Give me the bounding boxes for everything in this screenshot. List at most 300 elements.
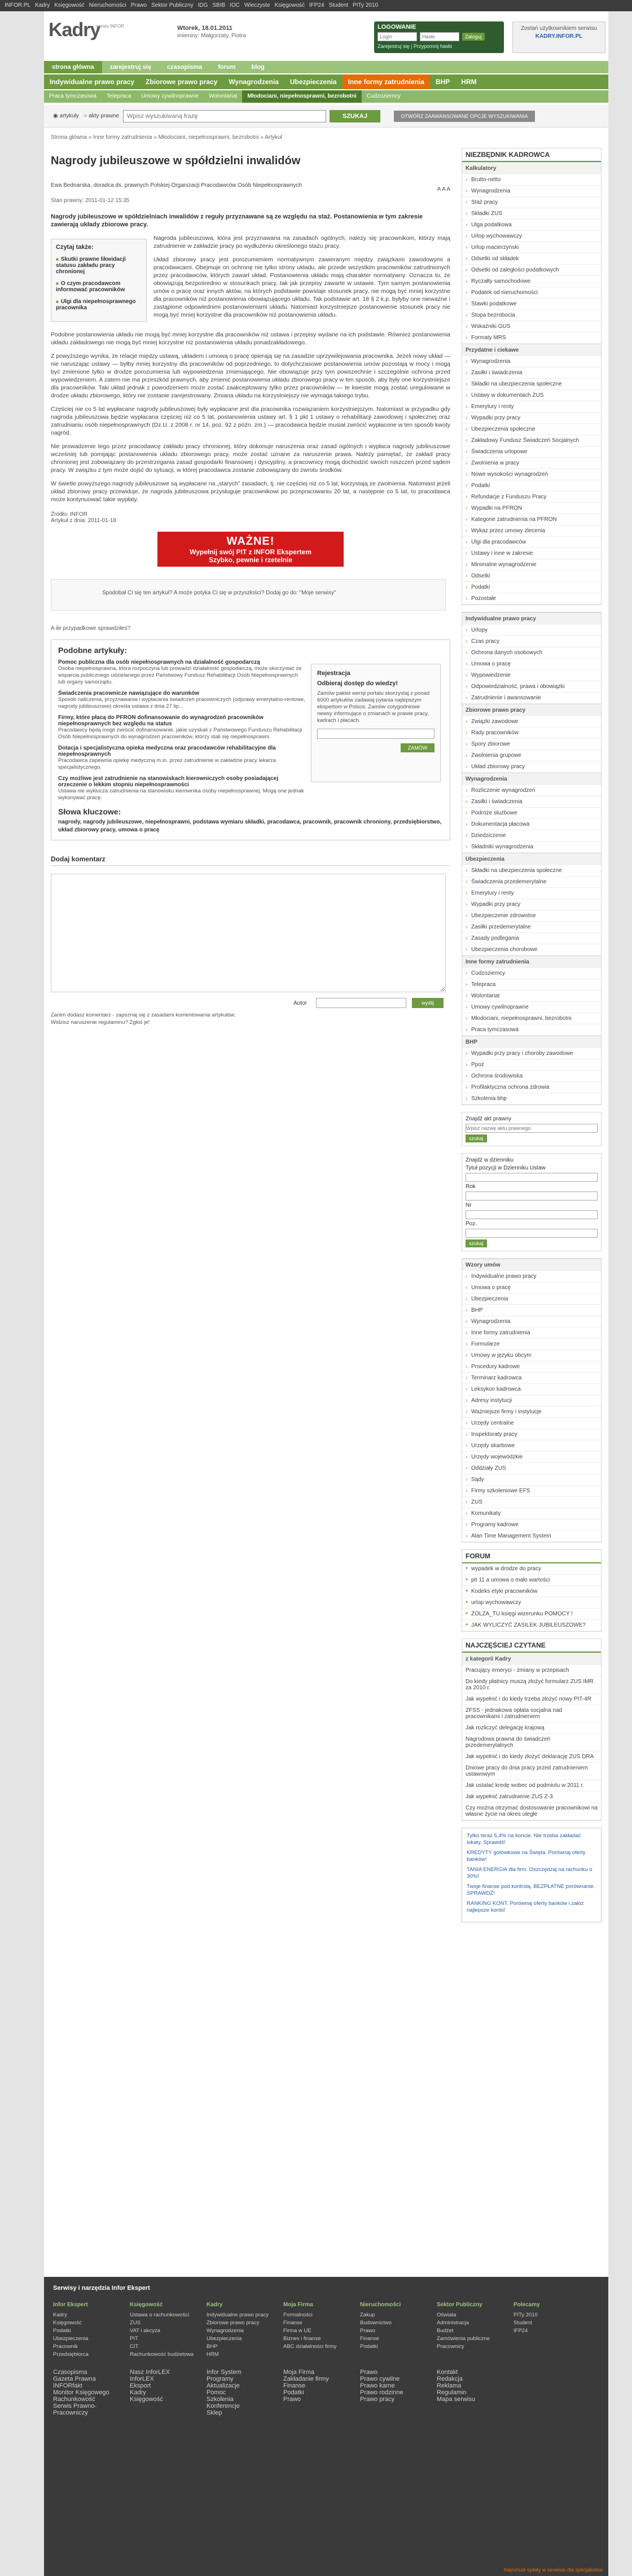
sidebar-link[interactable]: › Ulga podatkowa (462, 220, 601, 231)
sidebar-link[interactable]: › Stawki podatkowe (462, 299, 601, 310)
sidebar-link[interactable]: › Pozostałe (462, 593, 601, 604)
sidebar-link[interactable]: › Emerytury i renty (462, 888, 601, 899)
related-link[interactable]: ■ Skutki prawne likwidacji statusu zakładu pracy chronionej (56, 256, 142, 275)
sidebar-link[interactable]: Jak wypełnić zatrudnienie ZUS Z-3 (462, 1791, 601, 1803)
sidebar-link[interactable]: › Składki na ubezpieczenia społeczne (462, 379, 601, 390)
footer-column-title[interactable]: Nasz InforLEX (130, 2369, 170, 2376)
journal-search-title: Znajdź w dzienniku (466, 1157, 514, 1163)
article-paragraph: Z powyższego wynika, że relacje między ustawą, układem i umową o pracę opierają się na zasadzie uprzywilejowania pracownika. Jeżeli nowy układ — nie naruszając ustawy — byłby mniej korzystny dla pracowników od poprzedniego, to dotychczasowe postanowienia umów pozostają w mocy i mogą być zmienione tylko w drodze porozumienia lub wypowiedzenia zmieniającego. Nie obowiązuje przy tym powszechnie i szczególnie ochrona przed wypowiedzeniem. A zatem nie ma przeszkód prawnych, aby zmienić postanowienia układu zbiorowego pracy w ten sposób, aby były one korzystniejsze dla pracowników. Taki układ jednak z powodzeniem może zostać zaakceptowany tylko przez pracowników — te kwestie mogą zostać uregulowane w drodze układu zbiorowego, który nie zostanie zarejestrowany. Zmiana układu na korzystniejszy nie wymaga takiego trybu. (51, 353, 450, 399)
sidebar-link[interactable]: › Podatki (462, 480, 601, 492)
footer-link[interactable]: Wynagrodzenia (207, 2328, 244, 2334)
footer-link[interactable]: Monitor Księgowego (53, 2389, 109, 2396)
sidebar-link[interactable]: › Ulgi dla pracodawców (462, 537, 601, 548)
footer-link[interactable]: Prawo cywilne (360, 2376, 400, 2382)
search-input[interactable] (123, 110, 326, 122)
article-author: Ewa Bednarska, doradca ds. prawnych Polskiej Organizacji Pracodawców Osób Niepełnosprawnych (51, 182, 302, 189)
footer-link[interactable]: Podatki (283, 2389, 304, 2396)
footer-link[interactable]: Programy (207, 2376, 234, 2382)
sidebar-link[interactable]: › Indywidualne prawo pracy (462, 1271, 601, 1282)
sidebar-link[interactable]: › Spory zbiorowe (462, 739, 601, 750)
topbar-link[interactable]: Księgowość (54, 2, 85, 8)
sidebar-link[interactable]: › Świadczenia przedemerytalne (462, 877, 601, 888)
sidebar-link[interactable]: › Umowa o pracę (462, 659, 601, 670)
footer-column-title[interactable]: Sektor Publiczny (437, 2302, 482, 2308)
sidebar-link[interactable]: › Szkolenia bhp (462, 1093, 601, 1105)
sidebar-link[interactable]: › Staż pracy (462, 197, 601, 208)
main-nav-item[interactable]: Indywidualne prawo pracy (50, 78, 135, 86)
footer-column-title[interactable]: Moja Firma (283, 2369, 315, 2376)
banner-title: WAŻNE! (226, 535, 275, 547)
comment-rules-link[interactable]: Zanim dodasz komentarz - zapoznaj się z zasadami komentowania artykułów. (51, 1012, 236, 1018)
sidebar-link[interactable]: › Ważniejsze firmy i instytucje (462, 1407, 601, 1418)
similar-item-title[interactable]: Pomoc publiczna dla osób niepełnosprawnych na działalność gospodarczą (58, 659, 260, 665)
nav-item[interactable]: strona główna (44, 61, 102, 73)
footer-link[interactable]: Księgowość (130, 2396, 163, 2403)
sidebar-link[interactable]: › Formaty MRS (462, 332, 601, 344)
sidebar-link[interactable]: › Składki ZUS (462, 208, 601, 220)
footer-link[interactable]: CIT (130, 2343, 139, 2350)
sidebar-link[interactable]: › Leksykon kadrowca (462, 1384, 601, 1395)
footer-link[interactable]: Eksport (130, 2382, 151, 2389)
footer-column (53, 2302, 121, 2359)
footer-link[interactable]: Finanse (283, 2382, 306, 2389)
footer-link[interactable]: Regulamin (437, 2389, 467, 2396)
sidebar-link[interactable]: › Telepraca (462, 979, 601, 991)
sidebar-link[interactable]: › Ubezpieczenie zdrowotne (462, 910, 601, 922)
main-nav-item[interactable]: HRM (461, 78, 477, 86)
main-nav-item[interactable]: Inne formy zatrudnienia (343, 75, 430, 89)
sidebar-link[interactable]: › BHP (462, 1305, 601, 1316)
sidebar-link[interactable]: › Emerytury i renty (462, 401, 601, 413)
sidebar-link[interactable]: › Ubezpieczenia (462, 1294, 601, 1305)
sidebar-link[interactable]: › Świadczenia urlopowe (462, 446, 601, 458)
radio-acts-icon[interactable]: ○ (84, 113, 87, 119)
sidebar-link[interactable]: › Czas pracy (462, 636, 601, 647)
current-date: Wtorek, 18.01.2011 (177, 25, 232, 32)
banner-line2: Szybko, pewnie i rzetelnie (208, 556, 293, 564)
sidebar-link[interactable]: › Programy kadrowe (462, 1519, 601, 1531)
sidebar-section-title: Indywidualne prawo pracy (462, 612, 601, 625)
login-input[interactable] (378, 32, 417, 41)
act-search-button[interactable]: szukaj (466, 1134, 487, 1142)
sidebar-link[interactable]: › Związki zawodowe (462, 716, 601, 728)
sidebar-link[interactable]: Jak rozliczyć delegację krajową (462, 1723, 601, 1734)
sidebar-box-title: FORUM (462, 1550, 601, 1563)
footer-link[interactable]: Oświata (437, 2312, 457, 2318)
topbar-link[interactable]: IFP24 (309, 2, 324, 8)
send-button[interactable]: wyślij (412, 998, 444, 1008)
sidebar-link[interactable]: › Praca tymczasowa (462, 1024, 601, 1036)
search-bar (44, 105, 608, 128)
sidebar-link[interactable]: › Zasiłki i świadczenia (462, 367, 601, 379)
footer-link[interactable]: Firma w UE (283, 2328, 311, 2334)
sidebar-link[interactable]: › Podróże służbowe (462, 808, 601, 819)
comment-notes (51, 1011, 450, 1026)
sidebar-link[interactable]: › Podatki (462, 582, 601, 593)
sidebar-link[interactable]: › Wypowiedzenie (462, 670, 601, 681)
footer-column-title[interactable]: Nieruchomości (360, 2302, 401, 2308)
sidebar-link[interactable]: › Rozliczenie wynagrodzeń (462, 785, 601, 796)
sidebar-link[interactable]: › Urlop macierzyński (462, 242, 601, 253)
sidebar-link[interactable]: › Składniki wynagrodzenia (462, 842, 601, 853)
footer-link[interactable]: Pracownik (53, 2343, 78, 2350)
sidebar-link[interactable]: › Ustawy i inne w zakresie (462, 548, 601, 559)
footer-link[interactable]: Prawo karne (360, 2382, 395, 2389)
sidebar-link[interactable]: › Minimalne wynagrodzenie (462, 559, 601, 571)
sidebar-link[interactable]: Dniowe pracy do dnia pracy przed zatrudnieniem ustawowym (462, 1763, 601, 1780)
sidebar-link[interactable]: › Kategorie zatrudnienia na PFRON (462, 514, 601, 525)
footer-column-title[interactable]: Czasopisma (53, 2369, 87, 2376)
footer-link[interactable]: Zakup (360, 2312, 375, 2318)
article-meta (51, 511, 450, 524)
footer-link[interactable]: Ubezpieczenia (53, 2336, 89, 2342)
article-paragraph: Nie prowadzenie tego przez pracodawcę zakładu pracy chronionej, który dokonuje naruszenia oraz zasad ogólnych i wypłaca nagrody jubileuszowe wcześniej lub pomijając postanowienia układu zbiorowego pracy, może zostać uznane za naruszenie prawa. Należy pamiętać, że zakład pracy chronionej jest zobowiązany do przestrzegania zasad gospodarki finansowej i dyscypliny, a pracownicy mogą dochodzić swoich roszczeń przed sądem pracy. W związku z tym może dojść do sytuacji, w której pracodawca zostanie zobowiązany do zwrotu środków. (51, 443, 450, 474)
footer-link[interactable]: BHP (207, 2343, 218, 2350)
footer-link[interactable]: ABC działalności firmy (283, 2343, 337, 2350)
footer-link[interactable]: Podatki (53, 2328, 71, 2334)
footer-column-title[interactable]: Kadry (207, 2302, 223, 2308)
search-scope[interactable] (53, 113, 119, 119)
sidebar-link[interactable]: › Ustawy w dokumentach ZUS (462, 390, 601, 401)
main-nav-item[interactable]: BHP (435, 78, 450, 86)
footer-link[interactable]: Pracownicy (437, 2343, 464, 2350)
sidebar-link[interactable]: › Zasiłki i świadczenia (462, 796, 601, 808)
similar-item (58, 659, 306, 686)
sidebar-link[interactable]: › Zasady podlegania (462, 933, 601, 944)
sidebar-link[interactable]: › Stopa bezrobocia (462, 310, 601, 321)
sidebar-link[interactable]: › Wypadki przy pracy (462, 413, 601, 424)
login-button[interactable]: Zaloguj (462, 33, 485, 41)
sidebar-link[interactable]: › Firmy szkoleniowe EFS (462, 1486, 601, 1497)
sidebar-list (462, 625, 601, 704)
similar-item-title[interactable]: Czy możliwe jest zatrudnienie na stanowiskach kierowniczych osoby posiadającej orzeczenie o lekkim stopniu niepełnosprawności (58, 776, 279, 788)
sidebar-link[interactable]: › Wynagrodzenia (462, 1316, 601, 1328)
sidebar-link[interactable]: › Adresy instytucji (462, 1395, 601, 1407)
sidebar-link[interactable]: › Składki na ubezpieczenia społeczne (462, 865, 601, 877)
sidebar-link[interactable]: › Urlopy (462, 625, 601, 636)
radio-articles-icon[interactable]: ◉ (53, 113, 58, 119)
footer-link[interactable]: Sklep (207, 2409, 222, 2416)
similar-item-title[interactable]: Firmy, które płacą do PFRON dofinansowanie do wynagrodzeń pracowników niepełnosprawnych bez względu na status (58, 715, 264, 727)
footer-link[interactable]: Reklama (437, 2382, 462, 2389)
sidebar-list (462, 865, 601, 956)
footer-link[interactable]: Indywidualne prawo pracy (207, 2312, 269, 2318)
footer-link[interactable]: Biznes i finanse (283, 2336, 321, 2342)
sidebar-link[interactable]: › Umowy w języku obcym (462, 1350, 601, 1361)
sub-nav-item[interactable]: Umowy cywilnoprawne (141, 93, 199, 99)
footer-link[interactable]: ZUS (130, 2320, 141, 2326)
footer-column-title[interactable]: Polecamy (514, 2302, 540, 2308)
password-input[interactable] (420, 32, 459, 41)
comment-title: Dodaj komentarz (51, 855, 450, 866)
similar-item-title[interactable]: Dotacja i specjalistyczna opieka medyczna oraz pracodawców rehabilitacyjne dla niepełnosprawnych (58, 745, 276, 757)
sidebar-link[interactable]: › Odsetki od składek (462, 253, 601, 265)
sidebar-link[interactable]: › Zakładowy Fundusz Świadczeń Socjalnych (462, 435, 601, 446)
nav-item[interactable]: czasopisma (166, 64, 203, 71)
advanced-search-button[interactable]: OTWÓRZ ZAAWANSOWANE OPCJE WYSZUKIWANIA (394, 111, 535, 122)
footer-link[interactable]: Rachunkowość budżetowa (130, 2351, 194, 2358)
font-size-tools[interactable]: A A A (437, 186, 450, 192)
article-column (51, 147, 450, 1026)
sidebar-link[interactable]: › Urzędy centralne (462, 1418, 601, 1429)
sidebar-link[interactable]: Jak wypełnić i do kiedy złożyć deklarację ZUS DRA (462, 1751, 601, 1763)
footer-link[interactable]: InforLEX (130, 2376, 154, 2382)
topbar-link[interactable]: Kadry (35, 2, 50, 8)
sidebar-section-title: Ubezpieczenia (462, 853, 601, 865)
footer-link[interactable]: Prawo pracy (360, 2396, 395, 2403)
sidebar-section-title: Wynagrodzenia (462, 773, 601, 785)
sidebar-link[interactable]: › Odsetki (462, 571, 601, 582)
sidebar-link[interactable]: › Ochrona danych osobowych (462, 647, 601, 659)
nav-item[interactable]: blog (251, 64, 265, 71)
sub-nav-item[interactable]: Wolontariat (208, 93, 238, 99)
footer-link[interactable]: Student (514, 2320, 532, 2326)
footer-link[interactable]: INFORfakt (53, 2382, 82, 2389)
footer-link[interactable]: Budżet (437, 2328, 454, 2334)
similar-item-title[interactable]: Świadczenia pracownicze nawiązujące do warunków (58, 690, 200, 696)
sidebar-link[interactable]: ZFSS - jednakowa opłata socjalna nad pracownikami i zatrudnieniem (462, 1705, 601, 1723)
keywords-list[interactable]: nagrody, nagrody jubileuszowe, niepełnosprawni, podstawa wymiaru składki, pracodawca, pracownik, pracownik chroniony, przedsiębiorstwo, układ zbiorowy pracy, umowa o pracę (58, 819, 442, 833)
topbar-link[interactable]: PITy 2010 (353, 2, 379, 8)
footer-link[interactable]: Prawo (360, 2328, 375, 2334)
sidebar-link[interactable]: › Inne formy zatrudnienia (462, 1328, 601, 1339)
sidebar-link[interactable]: › Urzędy wojewódzkie (462, 1452, 601, 1463)
sub-nav-item[interactable]: Telepraca (106, 93, 131, 99)
footer-link[interactable]: Finanse (283, 2320, 302, 2326)
sidebar-link[interactable]: ● Kodeks etyki pracowników (462, 1586, 601, 1597)
main-nav-item[interactable]: Ubezpieczenia (289, 78, 337, 86)
topbar-link[interactable]: Księgowość (274, 2, 305, 8)
login-links[interactable]: Zarejestruj się | Przypomnij hasło (378, 43, 453, 49)
sponsored-link[interactable]: RANKING KONT. Porównaj oferty banków i załóż najlepsze konto! (467, 1900, 584, 1913)
footer-link[interactable]: Rachunkowość (53, 2396, 95, 2403)
sidebar-link[interactable]: ● wypadek w drodze do pracy (462, 1563, 601, 1575)
topbar-link[interactable]: Student (328, 2, 349, 8)
topbar-link[interactable]: INFOR.PL (5, 2, 31, 8)
sidebar-link[interactable]: › Brutto-netto (462, 174, 601, 186)
sidebar-section-title: Kalkulatory (462, 162, 601, 174)
journal-search-box (462, 1153, 602, 1251)
journal-poz-input[interactable] (466, 1229, 598, 1238)
footer-link[interactable]: Kadry (53, 2312, 67, 2318)
sidebar-link[interactable]: › Oddziały ZUS (462, 1463, 601, 1474)
journal-poz-label: Poz. (466, 1221, 477, 1227)
footer-link[interactable]: Finanse (360, 2336, 379, 2342)
journal-search-button[interactable]: szukaj (466, 1239, 487, 1247)
sidebar-link[interactable]: Jak wypełnić i do kiedy trzeba złożyć nowy PIT-4R (462, 1694, 601, 1705)
sidebar-link[interactable]: ● pit 11 a umowa o mało wartości (462, 1575, 601, 1586)
footer-link[interactable]: Zbiorowe prawo pracy (207, 2320, 260, 2326)
footer-link[interactable]: PITy 2010 (514, 2312, 538, 2318)
subscribe-email-input[interactable] (317, 729, 434, 739)
sub-nav-item[interactable]: Praca tymczasowa (49, 93, 96, 99)
sidebar-link[interactable]: › Dokumentacja płacowa (462, 819, 601, 830)
sponsored-link[interactable]: Tylko teraz 5,4% na koncie. Nie trzeba zakładać lokaty. Sprawdź! (467, 1833, 581, 1846)
topbar-link[interactable]: IOC (230, 2, 240, 8)
footer-link[interactable]: Administracja (437, 2320, 469, 2326)
sidebar-link[interactable]: › Inspektoraty pracy (462, 1429, 601, 1440)
footer-column-title[interactable]: Kontakt (437, 2369, 458, 2376)
sidebar-link[interactable]: › Umowy cywilnoprawne (462, 1002, 601, 1013)
subscribe-button[interactable]: ZAMÓW (401, 743, 434, 752)
sidebar-link[interactable]: › Urlop wychowawczy (462, 231, 601, 242)
footer-link[interactable]: Formalności (283, 2312, 313, 2318)
footer-link[interactable]: Serwis Prawno-Pracowniczy (53, 2403, 97, 2416)
main-nav-item[interactable]: Wynagrodzenia (229, 78, 279, 86)
footer-column-title[interactable]: Infor System (207, 2369, 242, 2376)
topbar-link[interactable]: SBIB (212, 2, 226, 8)
footer-link[interactable]: PIT (130, 2336, 138, 2342)
sidebar-link[interactable]: › Wykaz przez umowy zlecenia (462, 525, 601, 537)
sidebar-link[interactable]: › Ochrona środowiska (462, 1071, 601, 1082)
sidebar-link[interactable]: › Zwolnienia w pracy (462, 458, 601, 469)
sidebar-link[interactable]: › Urzędy skarbowe (462, 1440, 601, 1452)
promo-link[interactable]: KADRY.INFOR.PL (535, 33, 583, 40)
journal-title-input[interactable] (466, 1173, 598, 1182)
pit-banner[interactable] (157, 532, 344, 567)
footer-column-title[interactable]: Prawo (360, 2369, 378, 2376)
keywords-title: Słowa kluczowe: (58, 807, 121, 816)
sidebar-link[interactable]: › Wypadki przy pracy i choroby zawodowe (462, 1048, 601, 1059)
sub-nav-item[interactable]: Młodociani, niepełnosprawni, bezrobotni (242, 90, 361, 103)
related-link[interactable]: ■ O czym pracodawcom informować pracowników (56, 281, 142, 293)
sub-nav-item[interactable]: Cudzoziemcy (366, 93, 401, 99)
breadcrumb[interactable]: Strona główna » Inne formy zatrudnienia » Młodociani, niepełnosprawni, bezrobotni » Artykuł (51, 134, 282, 141)
footer-link[interactable]: Podatki (360, 2343, 378, 2350)
sidebar-link[interactable]: › Komunikaty (462, 1508, 601, 1519)
footer-link[interactable]: Pomoc (207, 2389, 226, 2396)
sidebar-link[interactable]: › Ubezpieczenia chorobowe (462, 944, 601, 956)
footer-link[interactable]: Gazeta Prawna (53, 2376, 96, 2382)
footer-link[interactable]: Aktualizacje (207, 2382, 240, 2389)
topbar-link[interactable]: Wieczyste (244, 2, 270, 8)
footer-column-title[interactable]: Księgowość (130, 2302, 163, 2308)
sidebar-section-title: Inne formy zatrudnienia (462, 956, 601, 968)
footer-link[interactable]: Konferencje (207, 2403, 240, 2409)
footer-link[interactable]: VAT i akcyza (130, 2328, 160, 2334)
sidebar-link[interactable]: › Zwolnienia grupowe (462, 750, 601, 761)
sidebar-link[interactable]: › Zasiłki przedemerytalne (462, 922, 601, 933)
sidebar-link[interactable]: › Ryczałty samochodowe (462, 276, 601, 287)
sidebar-link[interactable]: › Wolontariat (462, 991, 601, 1002)
sponsored-link[interactable]: Twoje finanse pod kontrolą. BEZPŁATNE porównanie. SPRAWDŹ! (467, 1883, 595, 1896)
logo[interactable]: Kadry (49, 19, 100, 41)
author-input[interactable] (316, 998, 406, 1008)
sidebar-link[interactable]: › Formularze (462, 1339, 601, 1350)
footer-link[interactable]: Ustawa o rachunkowości (130, 2312, 190, 2318)
footer-link[interactable]: Księgowość (53, 2320, 82, 2326)
sidebar-link[interactable]: › Ppoż (462, 1059, 601, 1071)
footer-link[interactable]: HRM (207, 2351, 219, 2358)
sidebar-link[interactable]: › Wynagrodzenia (462, 356, 601, 367)
act-search-input[interactable] (466, 1124, 598, 1133)
sidebar-list (462, 1665, 601, 1820)
footer-link[interactable]: Budownictwo (360, 2320, 392, 2326)
comment-textarea[interactable] (51, 874, 446, 992)
sidebar-link[interactable]: › Odpowiedzialność, prawa i obowiązki (462, 681, 601, 693)
sidebar-link[interactable]: › Odsetki od zaległości podatkowych (462, 265, 601, 276)
share-text[interactable]: Spodobał Ci się ten artykuł? A może potyka Ci się w przyszłości? Dodaj go do: "Moje serwisy" (102, 590, 336, 596)
related-link[interactable]: ■ Ulgi dla niepełnosprawnego pracownika (56, 299, 142, 311)
sponsored-link[interactable]: TANIA ENERGIA dla firm. Oszczędzaj na rachunku o 30%! (467, 1867, 592, 1880)
sidebar-link[interactable]: › Rady pracowników (462, 728, 601, 739)
search-button[interactable]: SZUKAJ (330, 110, 380, 122)
sidebar-link[interactable]: › Młodociani, niepełnosprawni, bezrobotni (462, 1013, 601, 1024)
footer-link[interactable]: Zakładanie firmy (283, 2376, 329, 2382)
sidebar-link[interactable]: Jak ustalać kredę wobec od podmiotu w 2011 r. (462, 1780, 601, 1791)
topbar-link[interactable]: IDG (198, 2, 208, 8)
nav-item[interactable]: zarejestruj się (109, 64, 151, 71)
sidebar-link[interactable]: › Ubezpieczenia społeczne (462, 424, 601, 435)
sidebar-link[interactable]: Czy można otrzymać dostosowanie pracownikowi na własne życie na okres uległe (462, 1803, 601, 1820)
journal-nr-input[interactable] (466, 1210, 598, 1219)
topbar-link[interactable]: Sektor Publiczny (151, 2, 194, 8)
nav-item[interactable]: forum (218, 64, 236, 71)
sidebar-link[interactable]: › ZUS (462, 1497, 601, 1508)
sidebar-list (462, 1407, 601, 1508)
footer-link[interactable]: Kadry (130, 2389, 146, 2396)
sidebar-link[interactable]: Pracujący emeryci - zmiany w przepisach (462, 1665, 601, 1676)
footer-link[interactable]: Przedsiębiorca (53, 2351, 89, 2358)
sidebar-link[interactable]: › Procedury kadrowe (462, 1361, 601, 1373)
footer-column-title[interactable]: Infor Ekspert (53, 2302, 88, 2308)
sidebar-link[interactable]: › Dziedziczenie (462, 830, 601, 842)
sidebar-link[interactable]: ● ZOLZA_TU księgi wizerunku POMOCY ! (462, 1609, 601, 1620)
topbar-link[interactable]: Prawo (130, 2, 147, 8)
sidebar-link[interactable]: ● JAK WYLICZYĆ ZASILEK JUBILEUSZOWE? (462, 1620, 601, 1631)
footer-link[interactable]: Prawo rodzinne (360, 2389, 403, 2396)
footer-column-title[interactable]: Moja Firma (283, 2302, 313, 2308)
journal-year-input[interactable] (466, 1191, 598, 1201)
footer-column (207, 2302, 274, 2359)
report-link[interactable]: Widzisz naruszenie regulaminu? Zgłoś je! (51, 1019, 150, 1026)
topbar-link[interactable]: Nieruchomości (89, 2, 126, 8)
sidebar-link[interactable]: › Wskaźniki GUS (462, 321, 601, 332)
article-paragraph: Częściej nie co 5 lat wypłacane nagrody jubileuszowej były wypłacane jest dla pracownika rozwiązaniem korzystniejszym. Natomiast w przypadku gdy nagroda jubileuszowa będzie wypłacana częściej niż co 5 lat, postanowienia ustawy art. § 1 pkt 1 ustawy o rehabilitacji zawodowej i społecznej oraz zatrudnianiu osób niepełnosprawnych (Dz.U. z 2008 r. nr 14, poz. 92 z późn. zm.) — pracodawca będzie musiał zwrócić wypłacone w ten sposób kwoty nagród. (51, 406, 450, 436)
sidebar-link[interactable]: › Zatrudnienie i awansowanie (462, 693, 601, 704)
sidebar-link[interactable]: › Wynagrodzenia (462, 186, 601, 197)
sidebar-link[interactable]: ● urlop wychowawczy (462, 1597, 601, 1609)
sidebar-link[interactable]: › Wypadki przy pracy (462, 899, 601, 910)
sidebar-link[interactable]: › Układ zbiorowy pracy (462, 761, 601, 773)
sidebar-link[interactable]: › Wypadki na PFRON (462, 503, 601, 514)
main-nav-item[interactable]: Zbiorowe prawo pracy (146, 78, 218, 86)
sidebar-link[interactable]: › Terminarz kadrowca (462, 1373, 601, 1384)
sidebar-box (462, 1639, 602, 1821)
sidebar-link[interactable]: › Nowe wysokości wynagrodzeń (462, 469, 601, 480)
footer-link[interactable]: Mapa serwisu (437, 2396, 475, 2403)
sidebar-link[interactable]: › Cudzoziemcy (462, 968, 601, 979)
sidebar-link[interactable]: › Profilaktyczna ochrona zdrowia (462, 1082, 601, 1093)
footer-link[interactable]: Zamówienia publiczne (437, 2336, 490, 2342)
footer-link[interactable]: IFP24 (514, 2328, 528, 2334)
footer-link[interactable]: Ubezpieczenia (207, 2336, 242, 2342)
footer-link[interactable]: Prawo (283, 2396, 301, 2403)
sidebar-link[interactable]: › Alan Time Management System (462, 1531, 601, 1542)
top-nav (44, 61, 608, 73)
footer-link[interactable]: Szkolenia (207, 2396, 234, 2403)
sidebar-link[interactable]: › Podatek od nieruchomości (462, 287, 601, 299)
sidebar-link[interactable]: › Umowa o pracę (462, 1282, 601, 1294)
sidebar-link[interactable]: › Sądy (462, 1474, 601, 1486)
sidebar-link[interactable]: Nagrodowa prawna do świadczeń przedemerytalnych (462, 1734, 601, 1751)
sponsored-link[interactable]: KREDYTY gotówkowe na Święta. Porównaj oferty banków! (467, 1850, 586, 1863)
register-promo[interactable] (512, 21, 605, 53)
sidebar-link[interactable]: Do kiedy płatnicy muszą złożyć formularz ZUS IMR za 2010 r. (462, 1676, 601, 1694)
footer-column (130, 2302, 198, 2359)
footer-link[interactable]: Redakcja (437, 2376, 463, 2382)
sidebar-link[interactable]: › Refundacje z Funduszu Pracy (462, 492, 601, 503)
